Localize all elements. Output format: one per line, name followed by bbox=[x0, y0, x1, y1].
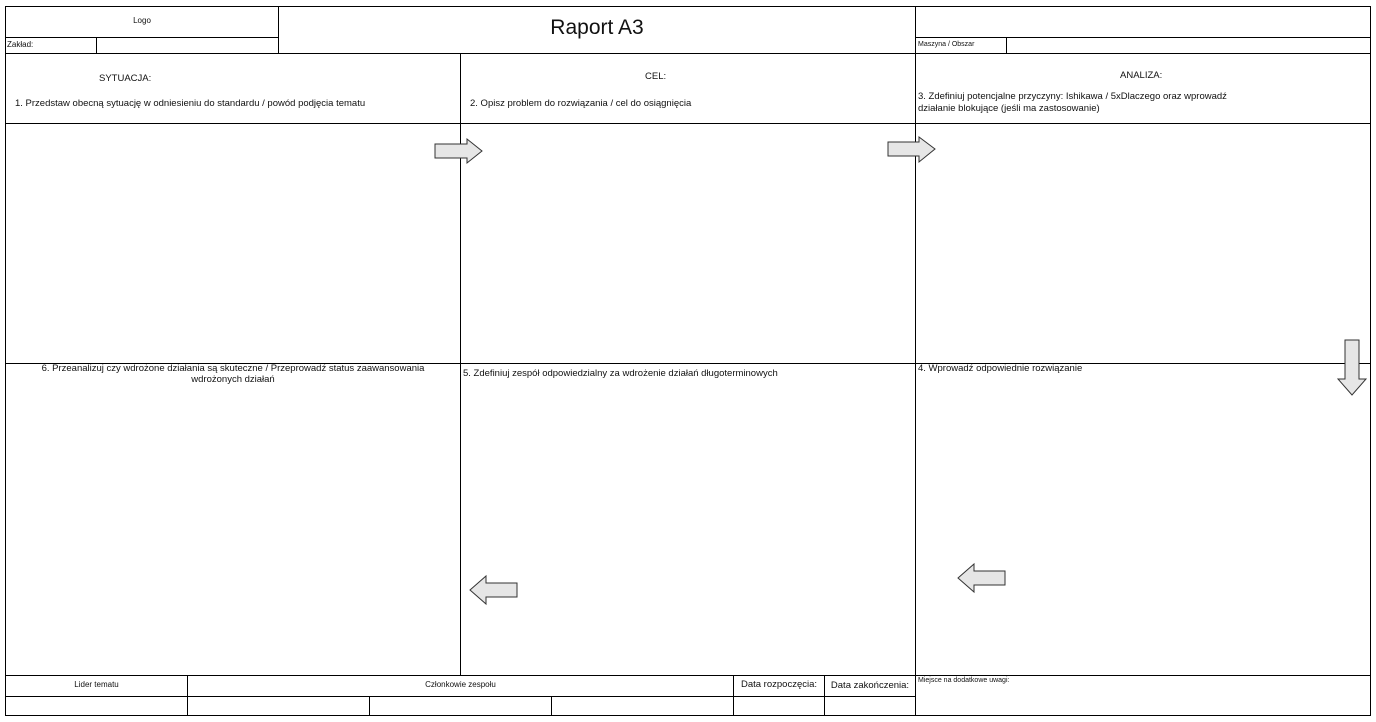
verification-content-area[interactable] bbox=[6, 388, 460, 675]
footer-top-line bbox=[5, 675, 1371, 676]
verification-prompt-line1: 6. Przeanalizuj czy wdrożone działania są skuteczne / Przeprowadź status zaawansowania bbox=[41, 363, 425, 374]
arrow-left-icon bbox=[469, 575, 519, 605]
machine-cell-divider bbox=[1006, 37, 1007, 53]
arrow-down-icon bbox=[1337, 339, 1369, 397]
analysis-content-area[interactable] bbox=[916, 124, 1370, 363]
analysis-prompt-line2: działanie blokujące (jeśli ma zastosowanie) bbox=[918, 103, 1100, 114]
situation-content-area[interactable] bbox=[6, 124, 460, 363]
border-right bbox=[1370, 6, 1371, 716]
verification-prompt-line2: wdrożonych działań bbox=[191, 374, 275, 385]
members-label: Członkowie zespołu bbox=[425, 680, 496, 689]
plant-label: Zakład: bbox=[7, 40, 34, 49]
logo-row-line bbox=[5, 37, 278, 38]
arrow-left-icon bbox=[957, 563, 1007, 593]
plant-cell-divider bbox=[96, 37, 97, 53]
goal-heading: CEL: bbox=[645, 71, 667, 82]
machine-label: Maszyna / Obszar bbox=[918, 41, 975, 48]
analysis-heading: ANALIZA: bbox=[1120, 70, 1163, 81]
goal-content-area[interactable] bbox=[461, 124, 915, 363]
situation-heading: SYTUACJA: bbox=[99, 73, 152, 84]
notes-label: Miejsce na dodatkowe uwagi: bbox=[918, 677, 1010, 684]
end-date-label: Data zakończenia: bbox=[830, 680, 910, 691]
leader-label: Lider tematu bbox=[74, 680, 119, 689]
machine-row-line bbox=[915, 37, 1371, 38]
footer-member-divider-1 bbox=[369, 696, 370, 716]
arrow-right-icon bbox=[887, 136, 937, 164]
footer-member-divider-2 bbox=[551, 696, 552, 716]
analysis-prompt-line1: 3. Zdefiniuj potencjalne przyczyny: Ishikawa / 5xDlaczego oraz wprowadź bbox=[918, 91, 1227, 102]
solution-prompt: 4. Wprowadź odpowiednie rozwiązanie bbox=[918, 363, 1083, 374]
notes-field[interactable] bbox=[916, 688, 1370, 715]
border-bottom bbox=[5, 715, 1371, 716]
page-title: Raport A3 bbox=[550, 16, 644, 39]
team-prompt: 5. Zdefiniuj zespół odpowiedzialny za wdrożenie działań długoterminowych bbox=[463, 368, 778, 379]
start-date-label: Data rozpoczęcia: bbox=[740, 679, 818, 690]
border-top bbox=[5, 6, 1371, 7]
team-content-area[interactable] bbox=[461, 384, 915, 675]
situation-prompt: 1. Przedstaw obecną sytuację w odniesieniu do standardu / powód podjęcia tematu bbox=[15, 98, 366, 109]
goal-prompt: 2. Opisz problem do rozwiązania / cel do osiągnięcia bbox=[470, 98, 692, 109]
footer-mid-line bbox=[5, 696, 915, 697]
arrow-right-icon bbox=[434, 138, 484, 164]
logo-placeholder: Logo bbox=[133, 16, 151, 25]
header-divider-right bbox=[915, 6, 916, 53]
header-bottom-line bbox=[5, 53, 1371, 54]
solution-content-area[interactable] bbox=[916, 378, 1336, 675]
